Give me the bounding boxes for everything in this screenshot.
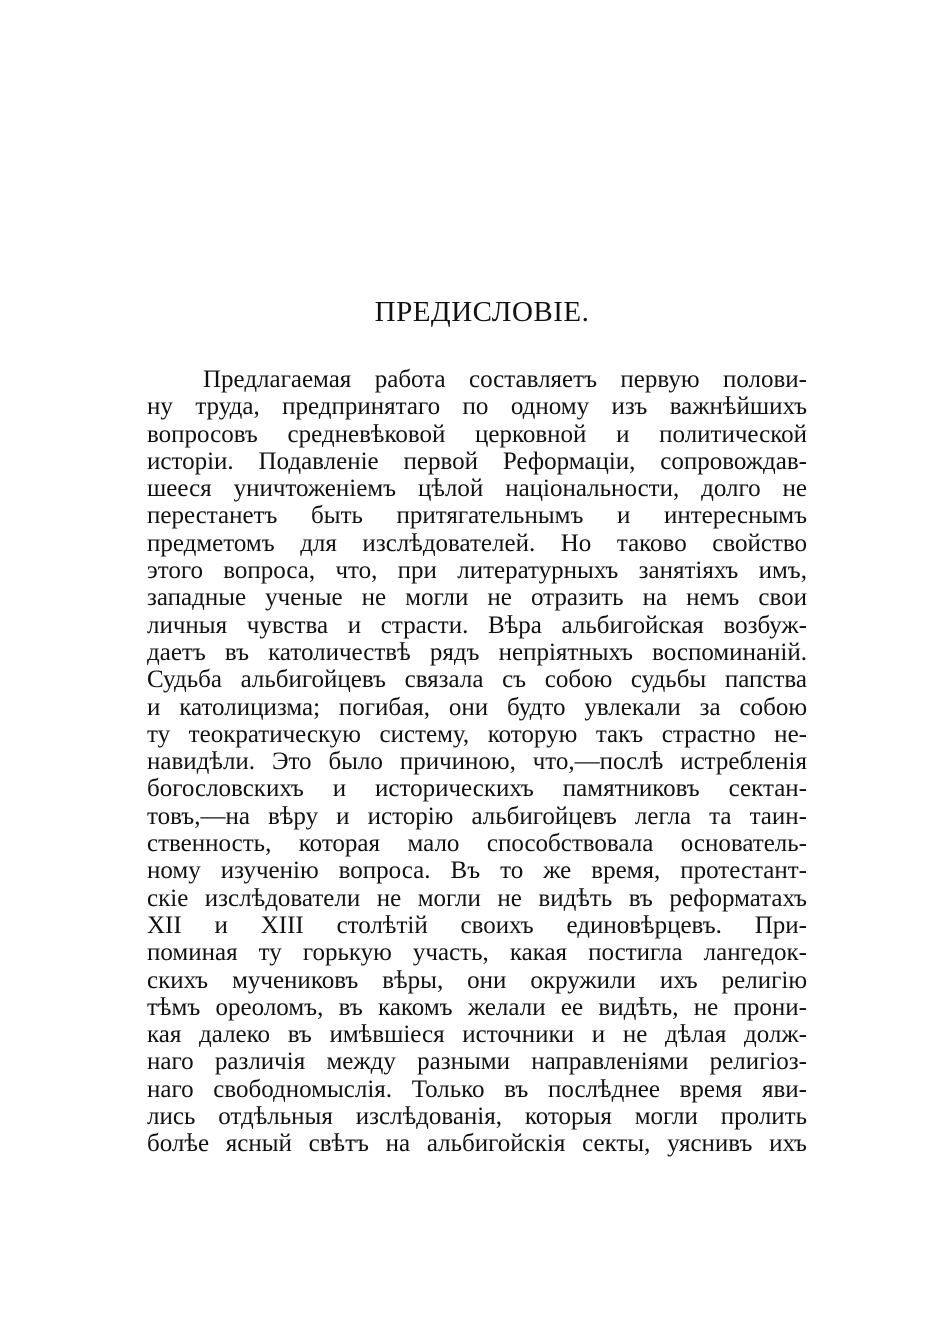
text-line: ту теократическую систему, которую такъ страстно не- (147, 720, 807, 748)
text-line: богословскихъ и историческихъ памятниковъ сектан- (147, 775, 807, 803)
text-line: лись отдѣльныя изслѣдованія, которыя могли пролить (147, 1103, 807, 1131)
text-line: XII и XIII столѣтій своихъ единовѣрцевъ. При- (147, 911, 807, 939)
text-line: болѣе ясный свѣтъ на альбигойскія секты, уяснивъ ихъ (147, 1130, 807, 1158)
text-line: вопросовъ средневѣковой церковной и политической (147, 420, 807, 448)
text-line: предметомъ для изслѣдователей. Но таково свойство (147, 529, 807, 557)
text-line: Предлагаемая работа составляетъ первую полови- (203, 366, 807, 393)
text-line: шееся уничтоженіемъ цѣлой національности, долго не (147, 475, 807, 503)
text-line: ному изученію вопроса. Въ то же время, протестант- (147, 857, 807, 885)
text-line: даетъ въ католичествѣ рядъ непріятныхъ воспоминаній. (147, 638, 807, 666)
text-line: исторіи. Подавленіе первой Реформаціи, сопровождав- (147, 447, 807, 475)
text-line: ну труда, предпринятаго по одному изъ важнѣйшихъ (147, 393, 807, 421)
text-line: навидѣли. Это было причиною, что,—послѣ истребленія (147, 748, 807, 776)
text-line: личныя чувства и страсти. Вѣра альбигойская возбуж- (147, 611, 807, 639)
text-line: товъ,—на вѣру и исторію альбигойцевъ легла та таин- (147, 802, 807, 830)
text-line: ственность, которая мало способствовала основатель- (147, 830, 807, 858)
text-line: кая далеко въ имѣвшіеся источники и не дѣлая долж- (147, 1021, 807, 1049)
text-line: западные ученые не могли не отразить на немъ свои (147, 584, 807, 612)
text-line: скіе изслѣдователи не могли не видѣть въ реформатахъ (147, 884, 807, 912)
text-line: тѣмъ ореоломъ, въ какомъ желали ее видѣть, не прони- (147, 993, 807, 1021)
page-title: ПРЕДИСЛОВІЕ. (374, 296, 590, 328)
text-line: поминая ту горькую участь, какая постигла лангедок- (147, 939, 807, 967)
text-line: скихъ мучениковъ вѣры, они окружили ихъ религію (147, 966, 807, 994)
preface-paragraph (147, 366, 807, 1158)
text-line: и католицизма; погибая, они будто увлекали за собою (147, 693, 807, 721)
text-line: наго свободномыслія. Только въ послѣднее время яви- (147, 1075, 807, 1103)
text-line: перестанетъ быть притягательнымъ и интереснымъ (147, 502, 807, 530)
text-line: этого вопроса, что, при литературныхъ занятіяхъ имъ, (147, 557, 807, 585)
text-line: наго различія между разными направленіями религіоз- (147, 1048, 807, 1076)
text-line: Судьба альбигойцевъ связала съ собою судьбы папства (147, 666, 807, 694)
